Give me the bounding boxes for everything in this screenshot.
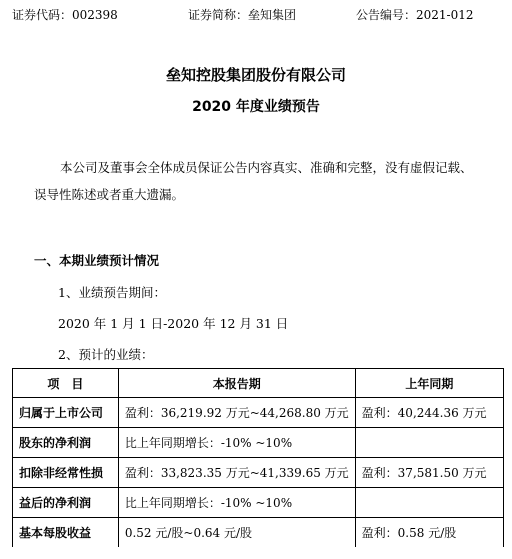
forecast-period-label: 1、业绩预告期间： (58, 285, 166, 300)
growth-value: 比上年同期增长：-10% ~10% (118, 488, 355, 518)
growth-value: 比上年同期增长：-10% ~10% (118, 428, 355, 458)
section-heading: 一、本期业绩预计情况 (34, 253, 160, 268)
row-label: 基本每股收益 (13, 518, 119, 548)
table-row (13, 398, 504, 428)
report-title: 2020 年度业绩预告 (192, 99, 320, 115)
forecast-period-value: 2020 年 1 月 1 日-2020 年 12 月 31 日 (58, 316, 289, 331)
header-prior-period: 上年同期 (355, 369, 503, 398)
empty-cell (355, 428, 503, 458)
table-row (13, 458, 504, 488)
prior-value: 盈利：37,581.50 万元 (355, 458, 503, 488)
prior-value: 盈利：0.58 元/股 (355, 518, 503, 548)
table-header-row (13, 369, 504, 398)
prior-value: 盈利：40,244.36 万元 (355, 398, 503, 428)
row-label: 归属于上市公司 (13, 398, 119, 428)
current-value: 0.52 元/股~0.64 元/股 (118, 518, 355, 548)
empty-cell (355, 488, 503, 518)
row-label: 益后的净利润 (13, 488, 119, 518)
table-row (13, 428, 504, 458)
table-row (13, 518, 504, 548)
header-stock-code: 证券代码：002398 (12, 8, 118, 22)
statement-line-1: 本公司及董事会全体成员保证公告内容真实、准确和完整，没有虚假记载、 (60, 160, 473, 175)
table-row (13, 488, 504, 518)
company-title: 垒知控股集团股份有限公司 (165, 66, 346, 84)
current-value: 盈利：33,823.35 万元~41,339.65 万元 (118, 458, 355, 488)
header-stock-short-name: 证券简称：垒知集团 (188, 8, 297, 22)
header-current-period: 本报告期 (118, 369, 355, 398)
header-notice-number: 公告编号：2021-012 (356, 8, 474, 22)
statement-line-2: 误导性陈述或者重大遗漏。 (34, 187, 185, 202)
expected-results-label: 2、预计的业绩： (58, 347, 154, 362)
performance-forecast-table (12, 368, 504, 547)
header-item: 项 目 (13, 369, 119, 398)
row-label: 扣除非经常性损 (13, 458, 119, 488)
current-value: 盈利：36,219.92 万元~44,268.80 万元 (118, 398, 355, 428)
row-label: 股东的净利润 (13, 428, 119, 458)
